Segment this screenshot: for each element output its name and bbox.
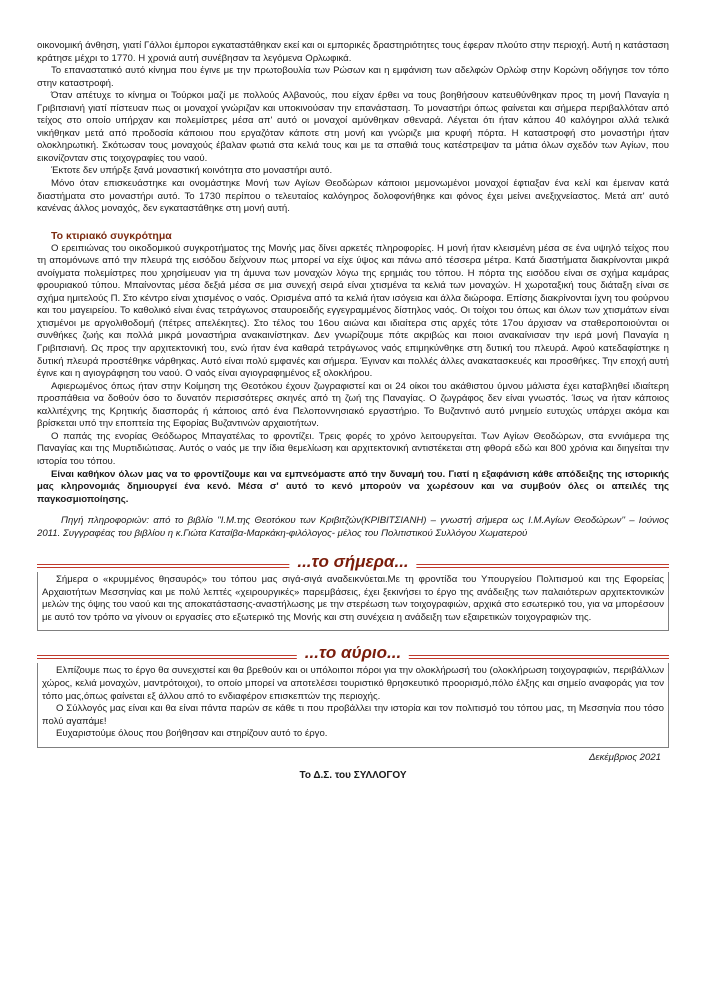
intro-paragraph-3: Όταν απέτυχε το κίνημα οι Τούρκοι μαζί με πολλούς Αλβανούς, που είχαν έρθει να τους βοηθήσουν κατευθύνθηκαν προς τη μονή Παναγία η Γριβιτσιανή γιατί πίστευαν πως οι μοναχοί γνώριζαν και υποκινούσαν την επανάσταση. Το μοναστήρι όπως φαίνεται και σήμερα περιβαλλόταν από τείχος στο οποίο υπήρχαν και πολεμίστρες μέσα απ' αυτό οι μοναχοί αμύνθηκαν σθεναρά. Λέγεται ότι ήταν κάπου 40 καλόγηροι αλλά τελικά νικήθηκαν μετά από προδοσία κάποιου που εργαζόταν κάποτε στη μονή και γνώριζε μια κρυφή πόρτα. Η καταστροφή στο μοναστήρι ήταν ολοκληρωτική. Σκότωσαν τους μοναχούς έβαλαν φωτιά στα κελιά τους και με τα σπαθιά τους κατέστρεψαν τα μάτια όλων σχεδόν των Αγίων, που εικονίζονταν στις τοιχογραφίες του ναού. (37, 90, 669, 164)
intro-paragraph-5: Μόνο όταν επισκευάστηκε και ονομάστηκε Μονή των Αγίων Θεοδώρων κάποιοι μεμονωμένοι μοναχοί έφτιαξαν ένα κελί και έμειναν κατά διαστήματα στο μοναστήρι αυτό. Το 1730 περίπου ο τελευταίος καλόγηρος δολοφονήθηκε και φόνος έχει μείνει ανεξιχνείαστος. Μετά απ' αυτό κανένας άλλος μοναχός, δεν εγκαταστάθηκε στη μονή αυτή. (37, 178, 669, 215)
complex-paragraph-2: Αφιερωμένος όπως ήταν στην Κοίμηση της Θεοτόκου έχουν ζωγραφιστεί και οι 24 οίκοι του ακάθιστου ύμνου μάλιστα έχει καταβληθεί ιδιαίτερη προσπάθεια να δοθούν όσο το δυνατόν περισσότερες σκηνές από τη ζωή της Παναγίας. Ο ζωγράφος δεν είναι γνωστός. Ίσως να ήταν κάποιος καλλιτέχνης της Κρητικής διασποράς ή κάποιος από ένα Πελοποννησιακό εργαστήριο. Το Βυζαντινό αυτό μνημείο ευτυχώς υπάρχει ακόμα και βρίσκεται υπό την εποπτεία της Εφορίας Βυζαντινών αρχαιοτήτων. (37, 380, 669, 430)
intro-paragraph-1: οικονομική άνθηση, γιατί Γάλλοι έμποροι εγκαταστάθηκαν εκεί και οι εμπορικές δραστηριότητες τους έφεραν πλούτο στην περιοχή. Αυτή η κατάσταση κράτησε μέχρι το 1770. Η χρονιά αυτή συνέβησαν τα λεγόμενα Ορλωφικά. (37, 40, 669, 64)
intro-paragraph-4: Έκτοτε δεν υπήρξε ξανά μοναστική κοινότητα στο μοναστήρι αυτό. (51, 165, 333, 177)
today-banner (37, 552, 669, 572)
tomorrow-title: ...το αύριο... (297, 643, 409, 663)
signoff: Το Δ.Σ. του ΣΥΛΛΟΓΟΥ (299, 770, 407, 782)
document-page (37, 40, 669, 783)
document-date: Δεκέμβριος 2021 (588, 751, 661, 763)
complex-paragraph-3: Ο παπάς της ενορίας Θεόδωρος Μπαγατέλας το φροντίζει. Τρεις φορές το χρόνο λειτουργείται. Των Αγίων Θεοδώρων, στα εννιάμερα της Παναγίας και της Μυρτιδιώτισας. Αυτός ο ναός με την ίδια θεμελίωση και αρχιτεκτονική αντιστέκεται στη φθορά εδώ και 800 χρόνια και διηγείται την ιστορία του τόπου. (37, 430, 669, 467)
tomorrow-box (37, 663, 669, 747)
tomorrow-paragraph-1: Ελπίζουμε πως το έργο θα συνεχιστεί και θα βρεθούν και οι υπόλοιποι πόροι για την ολοκλήρωσή του (ολοκλήρωση τοιχογραφιών, περιβάλλων χώρος, κελιά μοναχών, μαντρότοιχοι), το οποίο μπορεί να αποτελέσει τουριστικό θρησκευτικό προορισμό,πόλο έλξης και σημείο αναφοράς για τον τόπο μας,όπως φαίνεται εξ άλλου από το ενδιαφέρον επισκεπτών της περιοχής. (42, 665, 664, 702)
source-citation: Πηγή πληροφοριών: από το βιβλίο ''Ι.Μ.της Θεοτόκου των Κριβιτζών(ΚΡΙΒΙΤΣΙΑΝΗ) – γνωστή σήμερα ως Ι.Μ.Αγίων Θεοδώρων'' – Ιούνιος 2011. Συγγραφέας του βιβλίου η κ.Γιώτα Κατσίβα-Μαρκάκη-φιλόλογος- μέλος του Πολιτιστικού Συλλόγου Χωματερού (37, 515, 669, 539)
intro-paragraph-2: Το επαναστατικό αυτό κίνημα που έγινε με την πρωτοβουλία των Ρώσων και η εμφάνιση των αδελφών Ορλώφ στην Κορώνη οδήγησε τον τόπο στην καταστροφή. (37, 65, 669, 89)
complex-bold-statement: Είναι καθήκον όλων μας να το φροντίζουμε και να εμπνεόμαστε από την δυναμή του. Γιατί η εξαφάνιση κάθε απόδειξης της ιστορικής μας κληρονομιάς δημιουργεί ένα κενό. Μέσα σ' αυτό το κενό μπορούν να χωρέσουν και να συμβούν όλες οι απειλές της παγκοσμιοποίησης. (37, 468, 669, 505)
tomorrow-paragraph-3: Ευχαριστούμε όλους που βοήθησαν και στηρίζουν αυτό το έργο. (56, 728, 328, 740)
today-box (37, 572, 669, 631)
section-spacer (37, 216, 669, 229)
section-heading-complex: Το κτιριακό συγκρότημα (51, 229, 172, 242)
today-paragraph: Σήμερα ο «κρυμμένος θησαυρός» του τόπου μας σιγά-σιγά αναδεικνύεται.Με τη φροντίδα του Υπουργείου Πολιτισμού και της Εφορείας Αρχαιοτήτων Μεσσηνίας και με πολύ λεπτές «χειρουργικές» παρεμβάσεις, έχει ξεκινήσει το έργο της ανάδειξης των παλαιότερων αρχιτεκτονικών μελών της όψης του ναού και της αποκατάστασης-αναστήλωσης με την στερέωση των τοιχογραφιών, αρχικά στο εσωτερικό του, για να μπορέσουν με αυτό τον τρόπο να γίνουν οι εργασίες στο εξωτερικό της Μονής και στη συνέχεια η ανάδειξη των εξαιρετικών τοιχογραφιών της. (42, 574, 664, 623)
complex-paragraph-1: Ο ερειπιώνας του οικοδομικού συγκροτήματος της Μονής μας δίνει αρκετές πληροφορίες. Η μονή ήταν κλεισμένη μέσα σε ένα υψηλό τείχος που τη απομόνωνε από την πλευρά της εισόδου δείχνουν πως μπορεί να είχε ύψος και πάνω από τέσσερα μέτρα. Κατά διαστήματα διακρίνονται μικρά ανοίγματα πολεμίστρες που χρησίμευαν για τη άμυνα των μοναχών λόγω της ερημιάς του τόπου. Η πόρτα της εισόδου είναι σε σχήμα καμάρας φρουριακού τύπου. Μπαίνοντας μέσα δεξιά μέσα σε μια συνεχή σειρά είναι χτισμένα τα κελιά των μοναχών. Η χωροταξική τους διάταξη είναι σε σχήμα ημιτελούς Π. Στο κέντρο είναι χτισμένος ο ναός. Ορισμένα από τα κελιά ήταν ισόγεια και άλλα διώροφα. Επίσης διακρίνονται ίχνη του φούρνου και του μαγειρείου. Το καθολικό είναι ένας τετράγωνος σταυροειδής εγγεγραμμένος δίστηλος ναός. Οι τοίχοι του όπως και όλων των χτισμάτων είναι χτισμένοι με αργολιθοδομή (πέτρες απελέκητες). Στο τέλος του 16ου αιώνα και ιδιαίτερα στις αρχές τότε 17ου άρχισαν να σταθεροποιούνται οι συνθήκες ζωής και πολλά μικρά μοναστήρια ανακαινίστηκαν. Δεν γνωρίζουμε πότε ακριβώς και ποιοι ανακαίνισαν την ιερά μονή Παναγία η Γριβιτσιανή. Ως προς την αρχιτεκτονική του, ενώ ήταν ένα καθαρά τετράγωνος ναός επιμηκύνθηκε στη δυτική του πλευρά. Αφού κατεδαφίστηκε η δυτική πλευρά προστέθηκε νάρθηκας. Αυτό είναι πολύ εμφανές και σήμερα. Έγιναν και πολλές άλλες ανακατασκευές και προσθήκες. Την εποχή αυτή έγινε και η αγιογράφηση του ναού. Ο ναός είναι αγιογραφημένος εξ ολοκλήρου. (37, 242, 669, 380)
tomorrow-paragraph-2: Ο Σύλλογός μας είναι και θα είναι πάντα παρών σε κάθε τι που προβάλλει την ιστορία και τον πολιτισμό του τόπου μας, τη Μεσσηνία που τόσο πολύ αγαπάμε! (42, 703, 664, 727)
today-title: ...το σήμερα... (289, 552, 416, 572)
tomorrow-banner (37, 643, 669, 663)
